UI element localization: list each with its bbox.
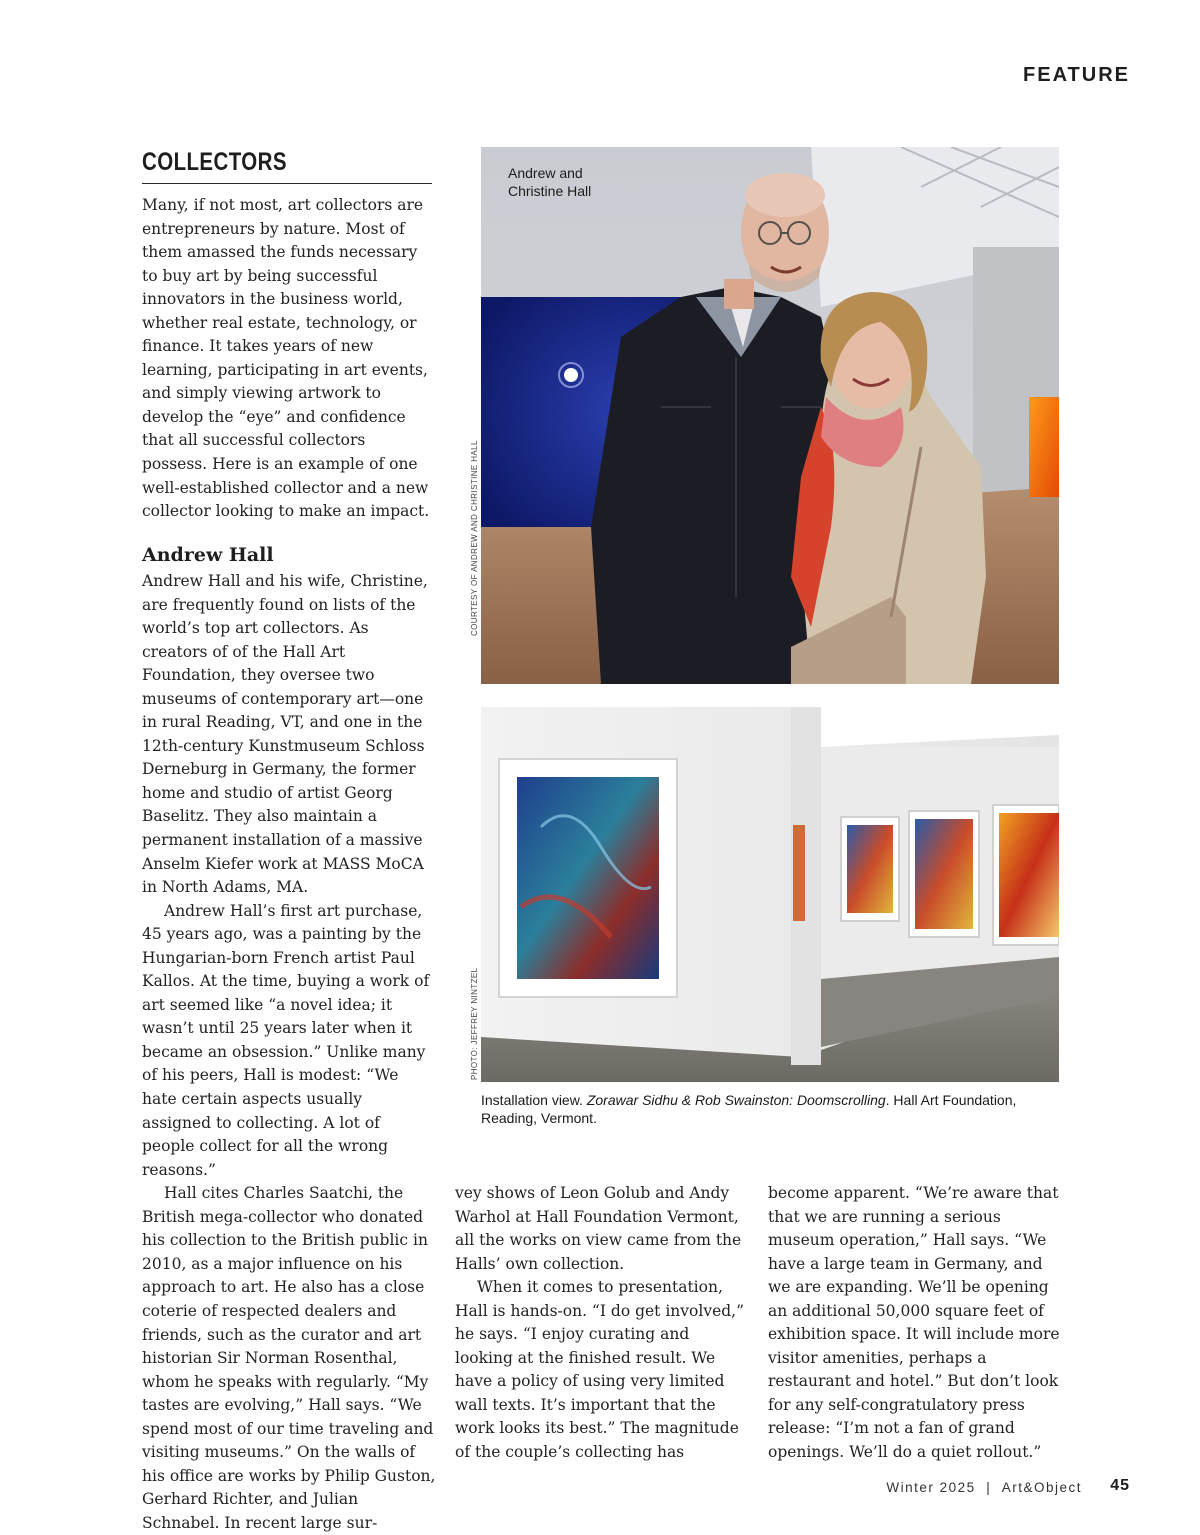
photo-andrew-christine-hall	[481, 147, 1059, 684]
column-3	[768, 1182, 1062, 1465]
col2-paragraph: When it comes to presentation, Hall is hands-on. “I do get involved,” he says. “I enjoy curating and looking at the finished result. We have a policy of using very limited wall texts. It’s important that the work looks its best.” The magnitude of the couple’s collecting has	[455, 1278, 745, 1462]
portrait-photo-illustration	[481, 147, 1059, 684]
paragraph-3: Hall cites Charles Saatchi, the British mega-collector who donated his collection to the British public in 2010, as a major influence on his approach to art. He also has a close coterie of respected dealers and friends, such as the curator and art historian Sir Norman Rosenthal, whom he speaks with regularly. “My tastes are evolving,” Hall says. “We spend most of our time traveling and visiting museums.” On the walls of his office are works by Philip Guston, Gerhard Richter, and Julian Schnabel. In recent large sur-	[142, 1184, 436, 1532]
footer-magazine: Art&Object	[1001, 1480, 1082, 1495]
page-number: 45	[1110, 1477, 1130, 1494]
photo-credit-top: COURTESY OF ANDREW AND CHRISTINE HALL	[470, 440, 479, 636]
paragraph-1: Andrew Hall and his wife, Christine, are frequently found on lists of the world’s top art collectors. As creators of of the Hall Art Foundation, they oversee two museums of contemporary art—one in rural Reading, VT, and one in the 12th-century Kunstmuseum Schloss Derneburg in Germany, the former home and studio of artist Georg Baselitz. They also maintain a permanent installation of a massive Anselm Kiefer work at MASS MoCA in North Adams, MA.	[142, 572, 428, 897]
column-2	[455, 1182, 749, 1465]
caption-prefix: Installation view.	[481, 1092, 587, 1108]
section-title: COLLECTORS	[142, 148, 287, 176]
column-1	[142, 570, 436, 1535]
intro-paragraph: Many, if not most, art collectors are entrepreneurs by nature. Most of them amassed the funds necessary to buy art by being successful innovators in the business world, whether real estate, technology, or finance. It takes years of new learning, participating in art events, and simply viewing artwork to develop the “eye” and confidence that all successful collectors possess. Here is an example of one well-established collector and a new collector looking to make an impact.	[142, 196, 430, 521]
gallery-photo-illustration	[481, 707, 1059, 1082]
footer-issue: Winter 2025	[886, 1480, 976, 1495]
footer-separator: |	[986, 1480, 992, 1495]
photo-overlay-caption: Andrew and Christine Hall	[508, 165, 592, 199]
col3-lead: become apparent. “We’re aware that that we are running a serious museum operation,” Hall says. “We have a large team in Germany, and we are expanding. We’ll be opening an additional 50,000 square feet of exhibition space. It will include more visitor amenities, perhaps a restaurant and hotel.” But don’t look for any self-congratulatory press release: “I’m not a fan of grand openings. We’ll do a quiet rollout.”	[768, 1184, 1060, 1462]
section-label: FEATURE	[1023, 64, 1130, 86]
paragraph-2: Andrew Hall’s first art purchase, 45 years ago, was a painting by the Hungarian-born French artist Paul Kallos. At the time, buying a work of art seemed like “a novel idea; it wasn’t until 25 years later when it became an obsession.” Unlike many of his peers, Hall is modest: “We hate certain aspects usually assigned to collecting. A lot of people collect for all the wrong reasons.”	[142, 901, 430, 1179]
photo-installation-view	[481, 707, 1059, 1082]
col2-lead: vey shows of Leon Golub and Andy Warhol at Hall Foundation Vermont, all the works on view came from the Halls’ own collection.	[455, 1184, 742, 1273]
footer-issue-line	[886, 1480, 1082, 1495]
caption-exhibition-title: Zorawar Sidhu & Rob Swainston: Doomscrolling	[586, 1092, 886, 1108]
photo-credit-bottom: PHOTO: JEFFREY NINTZEL	[470, 967, 479, 1080]
caption-suffix: . Hall Art Foundation, Reading, Vermont.	[481, 1092, 1017, 1126]
photo-caption	[481, 1091, 1059, 1127]
subhead: Andrew Hall	[142, 544, 274, 566]
title-rule	[142, 183, 432, 184]
